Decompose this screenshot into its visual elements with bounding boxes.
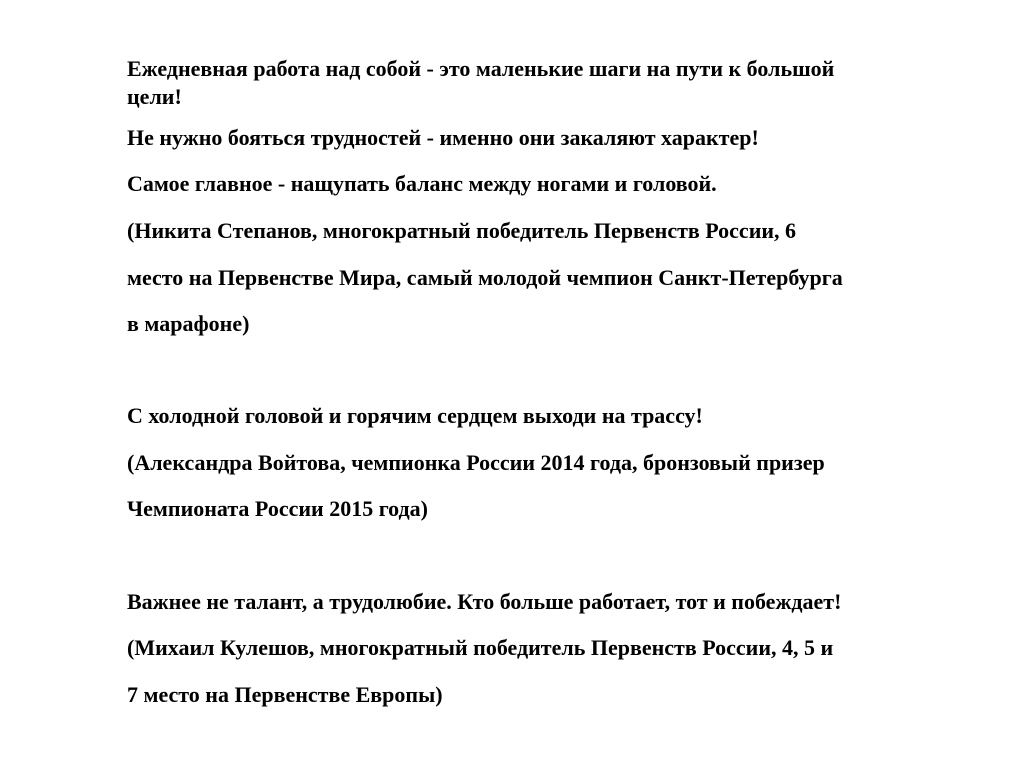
quote-attribution-line: (Никита Степанов, многократный победитель Первенств России, 6 (127, 218, 797, 243)
quote-attribution-line: (Александра Войтова, чемпионка России 2014 года, бронзовый призер (127, 450, 825, 475)
quote-text-line: Самое главное - нащупать баланс между ногами и головой. (127, 171, 717, 196)
quote-text-line: цели! (127, 84, 182, 109)
quote-text-line: Не нужно бояться трудностей - именно они закаляют характер! (127, 125, 759, 150)
quote-text-line: Важнее не талант, а трудолюбие. Кто больше работает, тот и побеждает! (127, 589, 842, 614)
quote-attribution-line: (Михаил Кулешов, многократный победитель Первенств России, 4, 5 и (127, 635, 834, 660)
quote-attribution-line: в марафоне) (127, 311, 250, 336)
quote-attribution-line: Чемпионата России 2015 года) (127, 496, 428, 521)
quote-text-line: Ежедневная работа над собой - это маленькие шаги на пути к большой (127, 56, 835, 81)
quote-text-line: С холодной головой и горячим сердцем выходи на трассу! (127, 403, 703, 428)
quote-attribution-line: место на Первенстве Мира, самый молодой чемпион Санкт-Петербурга (127, 265, 843, 290)
quote-attribution-line: 7 место на Первенстве Европы) (127, 682, 443, 707)
